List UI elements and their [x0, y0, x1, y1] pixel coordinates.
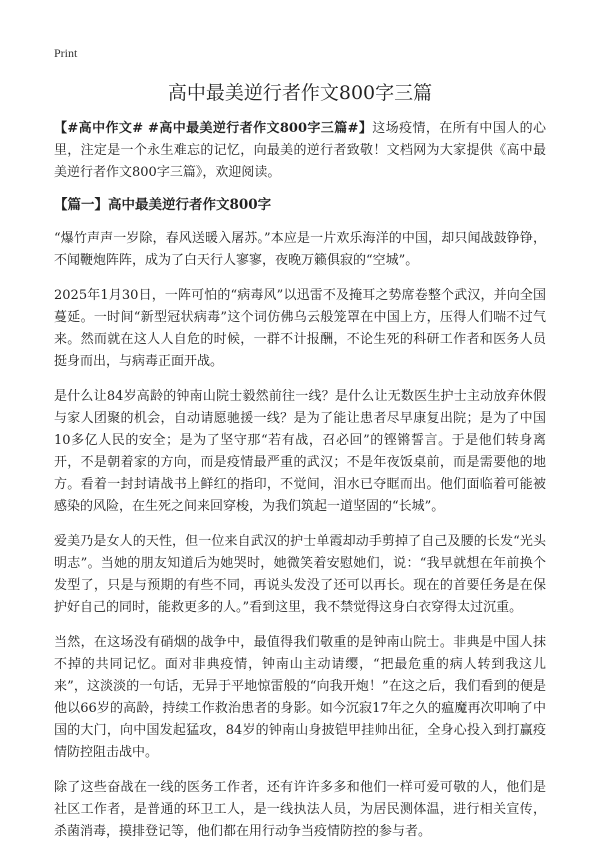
intro-tags: 【#高中作文# #高中最美逆行者作文800字三篇#】: [54, 121, 373, 136]
body-paragraph: 除了这些奋战在一线的医务工作者，还有许许多多和他们一样可爱可敬的人，他们是社区工作者，是普通的环卫工人，是一线执法人员，为居民测体温，进行相关宣传，杀菌消毒，摸排登记等，他们都在用行动争当疫情防控的参与者。: [54, 780, 546, 839]
body-paragraph: 2025年1月30日，一阵可怕的“病毒风”以迅雷不及掩耳之势席卷整个武汉，并向全国蔓延。一时间“新型冠状病毒”这个词仿佛乌云般笼罩在中国上方，压得人们喘不过气来。然而就在这人人自危的时候，一群不计报酬，不论生死的科研工作者和医务人员挺身而出，与病毒正面开战。: [54, 288, 546, 369]
body-paragraph: 爱美乃是女人的天性，但一位来自武汉的护士单霞却动手剪掉了自己及腰的长发“光头明志”。当她的朋友知道后为她哭时，她微笑着安慰她们，说：“我早就想在年前换个发型了，只是与预期的有些不同，再说头发没了还可以再长。现在的首要任务是在保护好自己的同时，能救更多的人。”看到这里，我不禁觉得这身白衣穿得太过沉重。: [54, 534, 546, 615]
article-title: 高中最美逆行者作文800字三篇: [167, 82, 433, 104]
intro-text: 这场疫情，在所有中国人的心里，注定是一个永生难忘的记忆，向最美的逆行者致敬！文档网为大家提供《高中最美逆行者作文800字三篇》，欢迎阅读。: [54, 121, 546, 180]
section-heading: 【篇一】高中最美逆行者作文800字: [54, 197, 272, 213]
body-paragraph: 是什么让84岁高龄的钟南山院士毅然前往一线？是什么让无数医生护士主动放弃休假与家人团聚的机会，自动请愿驰援一线？是为了能让患者尽早康复出院；是为了中国10多亿人民的安全；是为了坚守那“若有战，召必回”的铿锵誓言。于是他们转身离开，不是朝着家的方向，而是疫情最严重的武汉；不是年夜饭桌前，而是需要他的地方。看着一封封请战书上鲜红的指印，不觉间，泪水已夺眶而出。他们面临着可能被感染的风险，在生死之间来回穿梭，为我们筑起一道坚固的“长城”。: [54, 389, 546, 514]
article-body: [54, 118, 546, 856]
body-paragraph: 当然，在这场没有硝烟的战争中，最值得我们敬重的是钟南山院士。非典是中国人抹不掉的共同记忆。面对非典疫情，钟南山主动请缨，“把最危重的病人转到我这儿来”，这淡淡的一句话，无异于平地惊雷般的“向我开炮！”在这之后，我们看到的便是他以66岁的高龄，持续工作救治患者的身影。如今沉寂17年之久的瘟魔再次叩响了中国的大门，向中国发起猛攻，84岁的钟南山身披铠甲挂帅出征，全身心投入到打赢疫情防控阻击战中。: [54, 635, 546, 760]
intro-paragraph: [54, 118, 546, 184]
print-link[interactable]: Print: [54, 46, 78, 60]
body-paragraph: “爆竹声声一岁除，春风送暖入屠苏。”本应是一片欢乐海洋的中国，却只闻战鼓铮铮，不闻鞭炮阵阵，成为了白天行人寥寥，夜晚万籁俱寂的“空城”。: [54, 231, 546, 268]
